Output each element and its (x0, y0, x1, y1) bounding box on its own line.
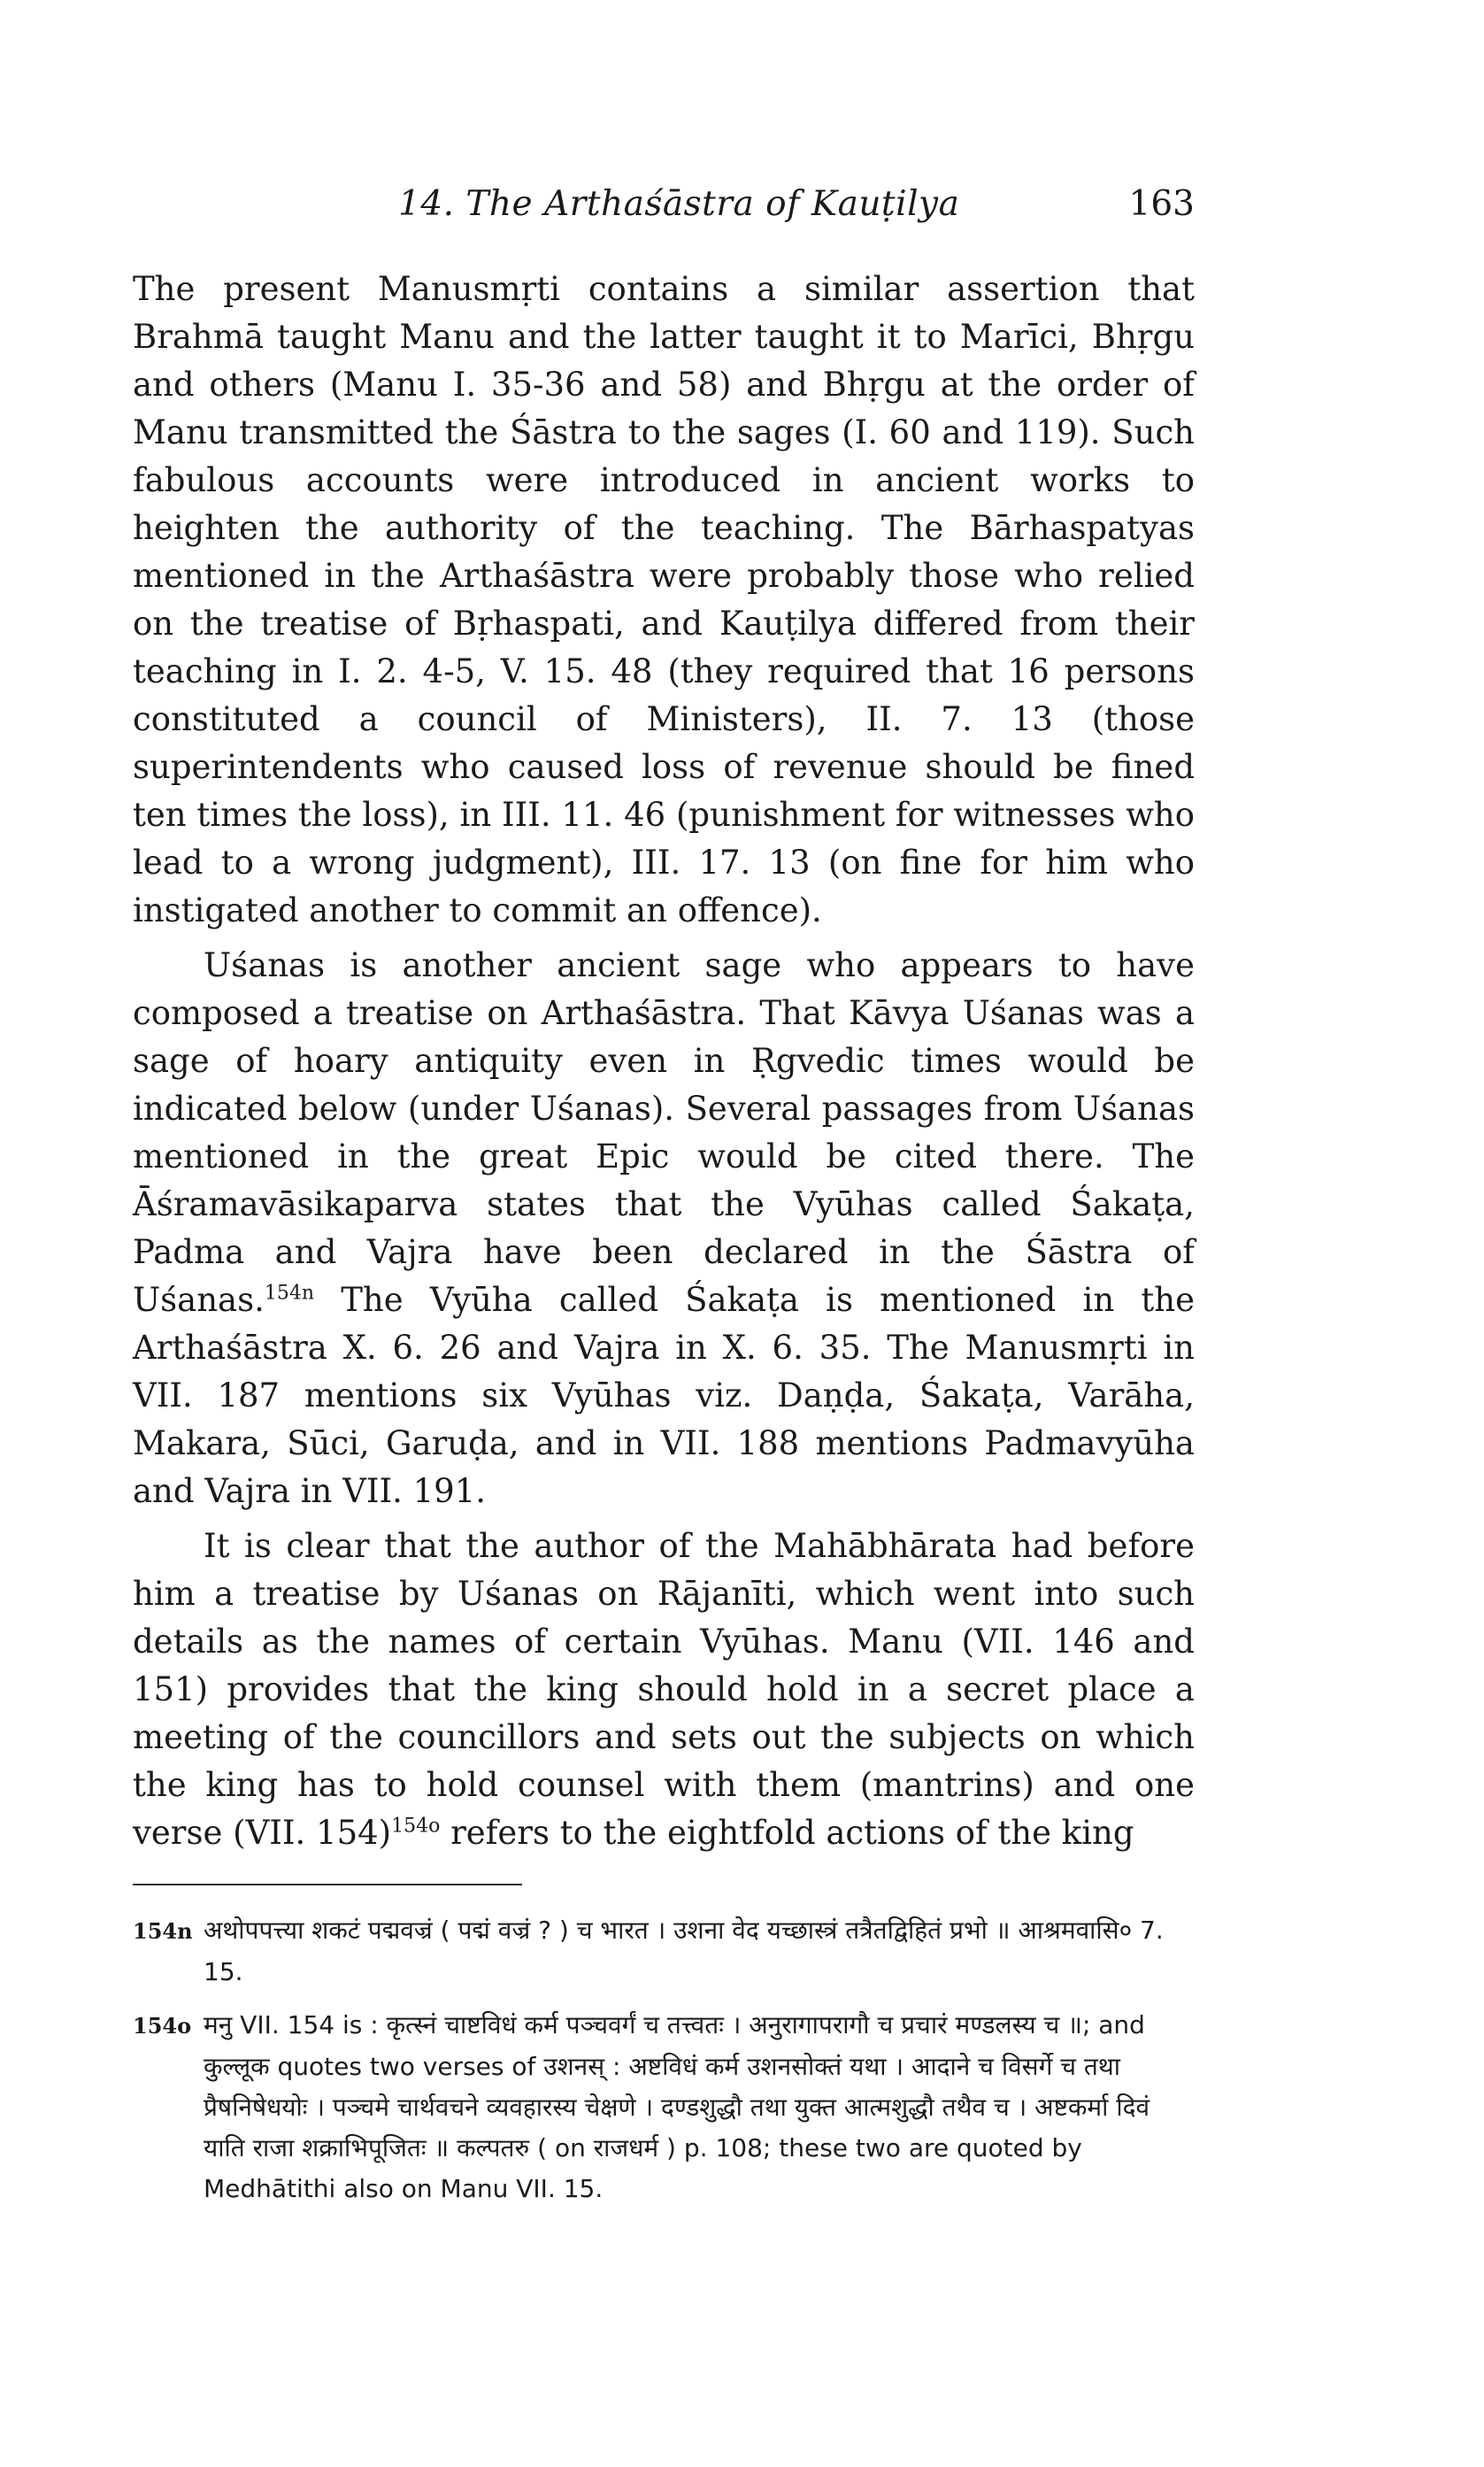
paragraph-text: The Vyūha called Śakaṭa is mentioned in the Arthaśāstra X. 6. 26 and Vajra in X. 6. 35. The Manusmṛti in VII. 187 mentions six Vyūhas viz. Daṇḍa, Śakaṭa, Varāha, Makara, Sūci, Garuḍa, and in VII. 188 mentions Padmavyūha and Vajra in VII. 191. (133, 1281, 1195, 1510)
paragraph (133, 942, 1195, 1515)
paragraph-text: Uśanas is another ancient sage who appears to have composed a treatise on Arthaśāstra. That Kāvya Uśanas was a sage of hoary antiquity even in Ṛgvedic times would be indicated below (under Uśanas). Several passages from Uśanas mentioned in the great Epic would be cited there. The Āśramavāsikaparva states that the Vyūhas called Śakaṭa, Padma and Vajra have been declared in the Śāstra of Uśanas. (133, 946, 1195, 1319)
footnote-text: मनु VII. 154 is : कृत्स्नं चाष्टविधं कर्म पञ्चवर्गं च तत्त्वतः । अनुरागापरागौ च प्रचारं मण्डलस्य च ॥; and कुल्लूक quotes two verses of उशनस् : अष्टविधं कर्म उशनसोक्तं यथा । आदाने च विसर्गे च तथा प्रैषनिषेधयोः । पञ्चमे चार्थवचने व्यवहारस्य चेक्षणे । दण्डशुद्धौ तथा युक्त आत्मशुद्धौ तथैव च । अष्टकर्मा दिवं याति राजा शक्राभिपूजितः ॥ कल्पतरु ( on राजधर्म ) p. 108; these two are quoted by Medhātithi also on Manu VII. 15. (204, 2010, 1150, 2203)
paragraph-text: The present Manusmṛti contains a similar assertion that Brahmā taught Manu and the latter taught it to Marīci, Bhṛgu and others (Manu I. 35-36 and 58) and Bhṛgu at the order of Manu transmitted the Śāstra to the sages (I. 60 and 119). Such fabulous accounts were introduced in ancient works to heighten the authority of the teaching. The Bārhaspatyas mentioned in the Arthaśāstra were probably those who relied on the treatise of Bṛhaspati, and Kauṭilya differed from their teaching in I. 2. 4-5, V. 15. 48 (they required that 16 persons constituted a council of Ministers), II. 7. 13 (those superintendents who caused loss of revenue should be fined ten times the loss), in III. 11. 46 (punishment for witnesses who lead to a wrong judgment), III. 17. 13 (on fine for him who instigated another to commit an offence). (133, 270, 1195, 929)
paragraph-text: refers to the eightfold actions of the king (450, 1814, 1134, 1852)
footnote (133, 1910, 1195, 1993)
footnote-label: 154o (133, 2013, 192, 2039)
footnote-divider (133, 1884, 522, 1885)
page-number: 163 (1128, 184, 1195, 224)
running-head (133, 177, 1195, 230)
running-title: 14. The Arthaśāstra of Kauṭilya (398, 184, 960, 224)
footnote (133, 2005, 1195, 2209)
footnote-ref: 154n (264, 1282, 315, 1305)
paragraph-text: It is clear that the author of the Mahābhārata had before him a treatise by Uśanas on Rājanīti, which went into such details as the names of certain Vyūhas. Manu (VII. 146 and 151) provides that the king should hold in a secret place a meeting of the councillors and sets out the subjects on which the king has to hold counsel with them (mantrins) and one verse (VII. 154) (133, 1527, 1195, 1852)
body-text (133, 266, 1195, 1857)
footnote-ref: 154o (391, 1815, 441, 1838)
footnote-label: 154n (133, 1918, 193, 1944)
paragraph (133, 266, 1195, 935)
paragraph (133, 1523, 1195, 1857)
page (133, 177, 1195, 2222)
footnote-text: अथोपपत्त्या शकटं पद्मवज्रं ( पद्मं वज्रं ? ) च भारत । उशना वेद यच्छास्त्रं तत्रैतद्विहितं प्रभो ॥ आश्रमवासि० 7. 15. (204, 1916, 1164, 1986)
footnotes (133, 1910, 1195, 2209)
